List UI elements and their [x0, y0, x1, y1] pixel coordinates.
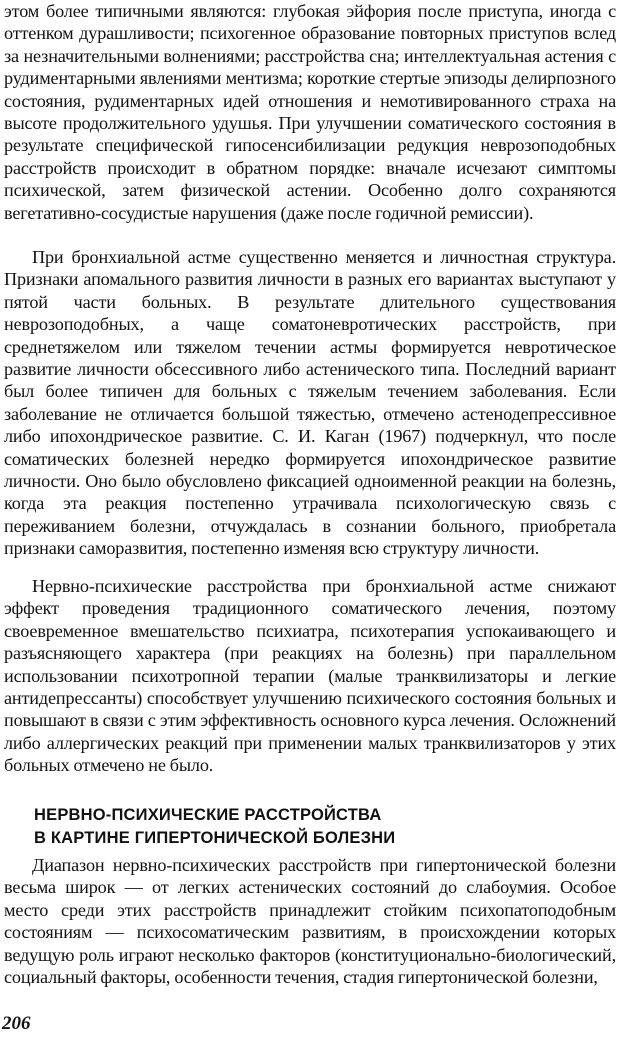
page-number: 206 [2, 1013, 31, 1034]
paragraph-continuation: этом более типичными являются: глубокая эйфория после приступа, иногда с оттенком дурашливости; психогенное образование повторных приступов вслед за незначительными волнениями; расстройства сна; интеллектуальная астения с рудиментарными явлениями ментизма; короткие стертые эпизоды делирпозного состояния, рудиментарных идей отношения и немотивированного страха на высоте продолжительного удушья. При улучшении соматического состояния в результате специфической гипосенсибилизации редукция неврозоподобных расстройств происходит в обратном порядке: вначале исчезают симптомы психической, затем физической астении. Особенно долго сохраняются вегетативно-сосудистые нарушения (даже после годичной ремиссии). [4, 1, 616, 223]
paragraph-asthma-treatment: Нервно-психические расстройства при бронхиальной астме снижают эффект проведения традиционного соматического лечения, поэтому своевременное вмешательство психиатра, психотерапия успокаивающего и разъясняющего характера (при реакциях на болезнь) при параллельном использовании психотропной терапии (малые транквилизаторы и легкие антидепрессанты) способствует улучшению психического состояния больных и повышают в связи с этим эффективность основного курса лечения. Осложнений либо аллергических реакций при применении малых транквилизаторов у этих больных отмечено не было. [4, 576, 616, 776]
section-heading-line-1: НЕРВНО-ПСИХИЧЕСКИЕ РАССТРОЙСТВА [34, 806, 382, 824]
paragraph-asthma-personality: При бронхиальной астме существенно меняется и личностная структура. Признаки апомального развития личности в разных его вариантах выступают у пятой части больных. В результате длительного существования неврозоподобных, а чаще соматоневротических расстройств, при среднетяжелом или тяжелом течении астмы формируется невротическое развитие личности обсессивного либо астенического типа. Последний вариант был более типичен для больных с тяжелым течением заболевания. Если заболевание не отличается большой тяжестью, отмечено астенодепрессивное либо ипохондрическое развитие. С. И. Каган (1967) подчеркнул, что после соматических болезней нередко формируется ипохондрическое развитие личности. Оно было обусловлено фиксацией одноименной реакции на болезнь, когда эта реакция постепенно утрачивала психологическую связь с переживанием болезни, отчуждалась в сознании больного, приобретала признаки саморазвития, постепенно изменяя всю структуру личности. [4, 247, 616, 559]
section-heading-line-2: В КАРТИНЕ ГИПЕРТОНИЧЕСКОЙ БОЛЕЗНИ [34, 829, 396, 847]
section-heading [34, 804, 594, 850]
paragraph-hypertension: Диапазон нервно-психических расстройств при гипертонической болезни весьма широк — от легких астенических состояний до слабоумия. Особое место среди этих расстройств принадлежит стойким психопатоподобным состояниям — психосоматическим развитиям, в происхождении которых ведущую роль играют несколько факторов (конституционально-биологический, социальный факторы, особенности течения, стадия гипертонической болезни, [4, 855, 616, 988]
